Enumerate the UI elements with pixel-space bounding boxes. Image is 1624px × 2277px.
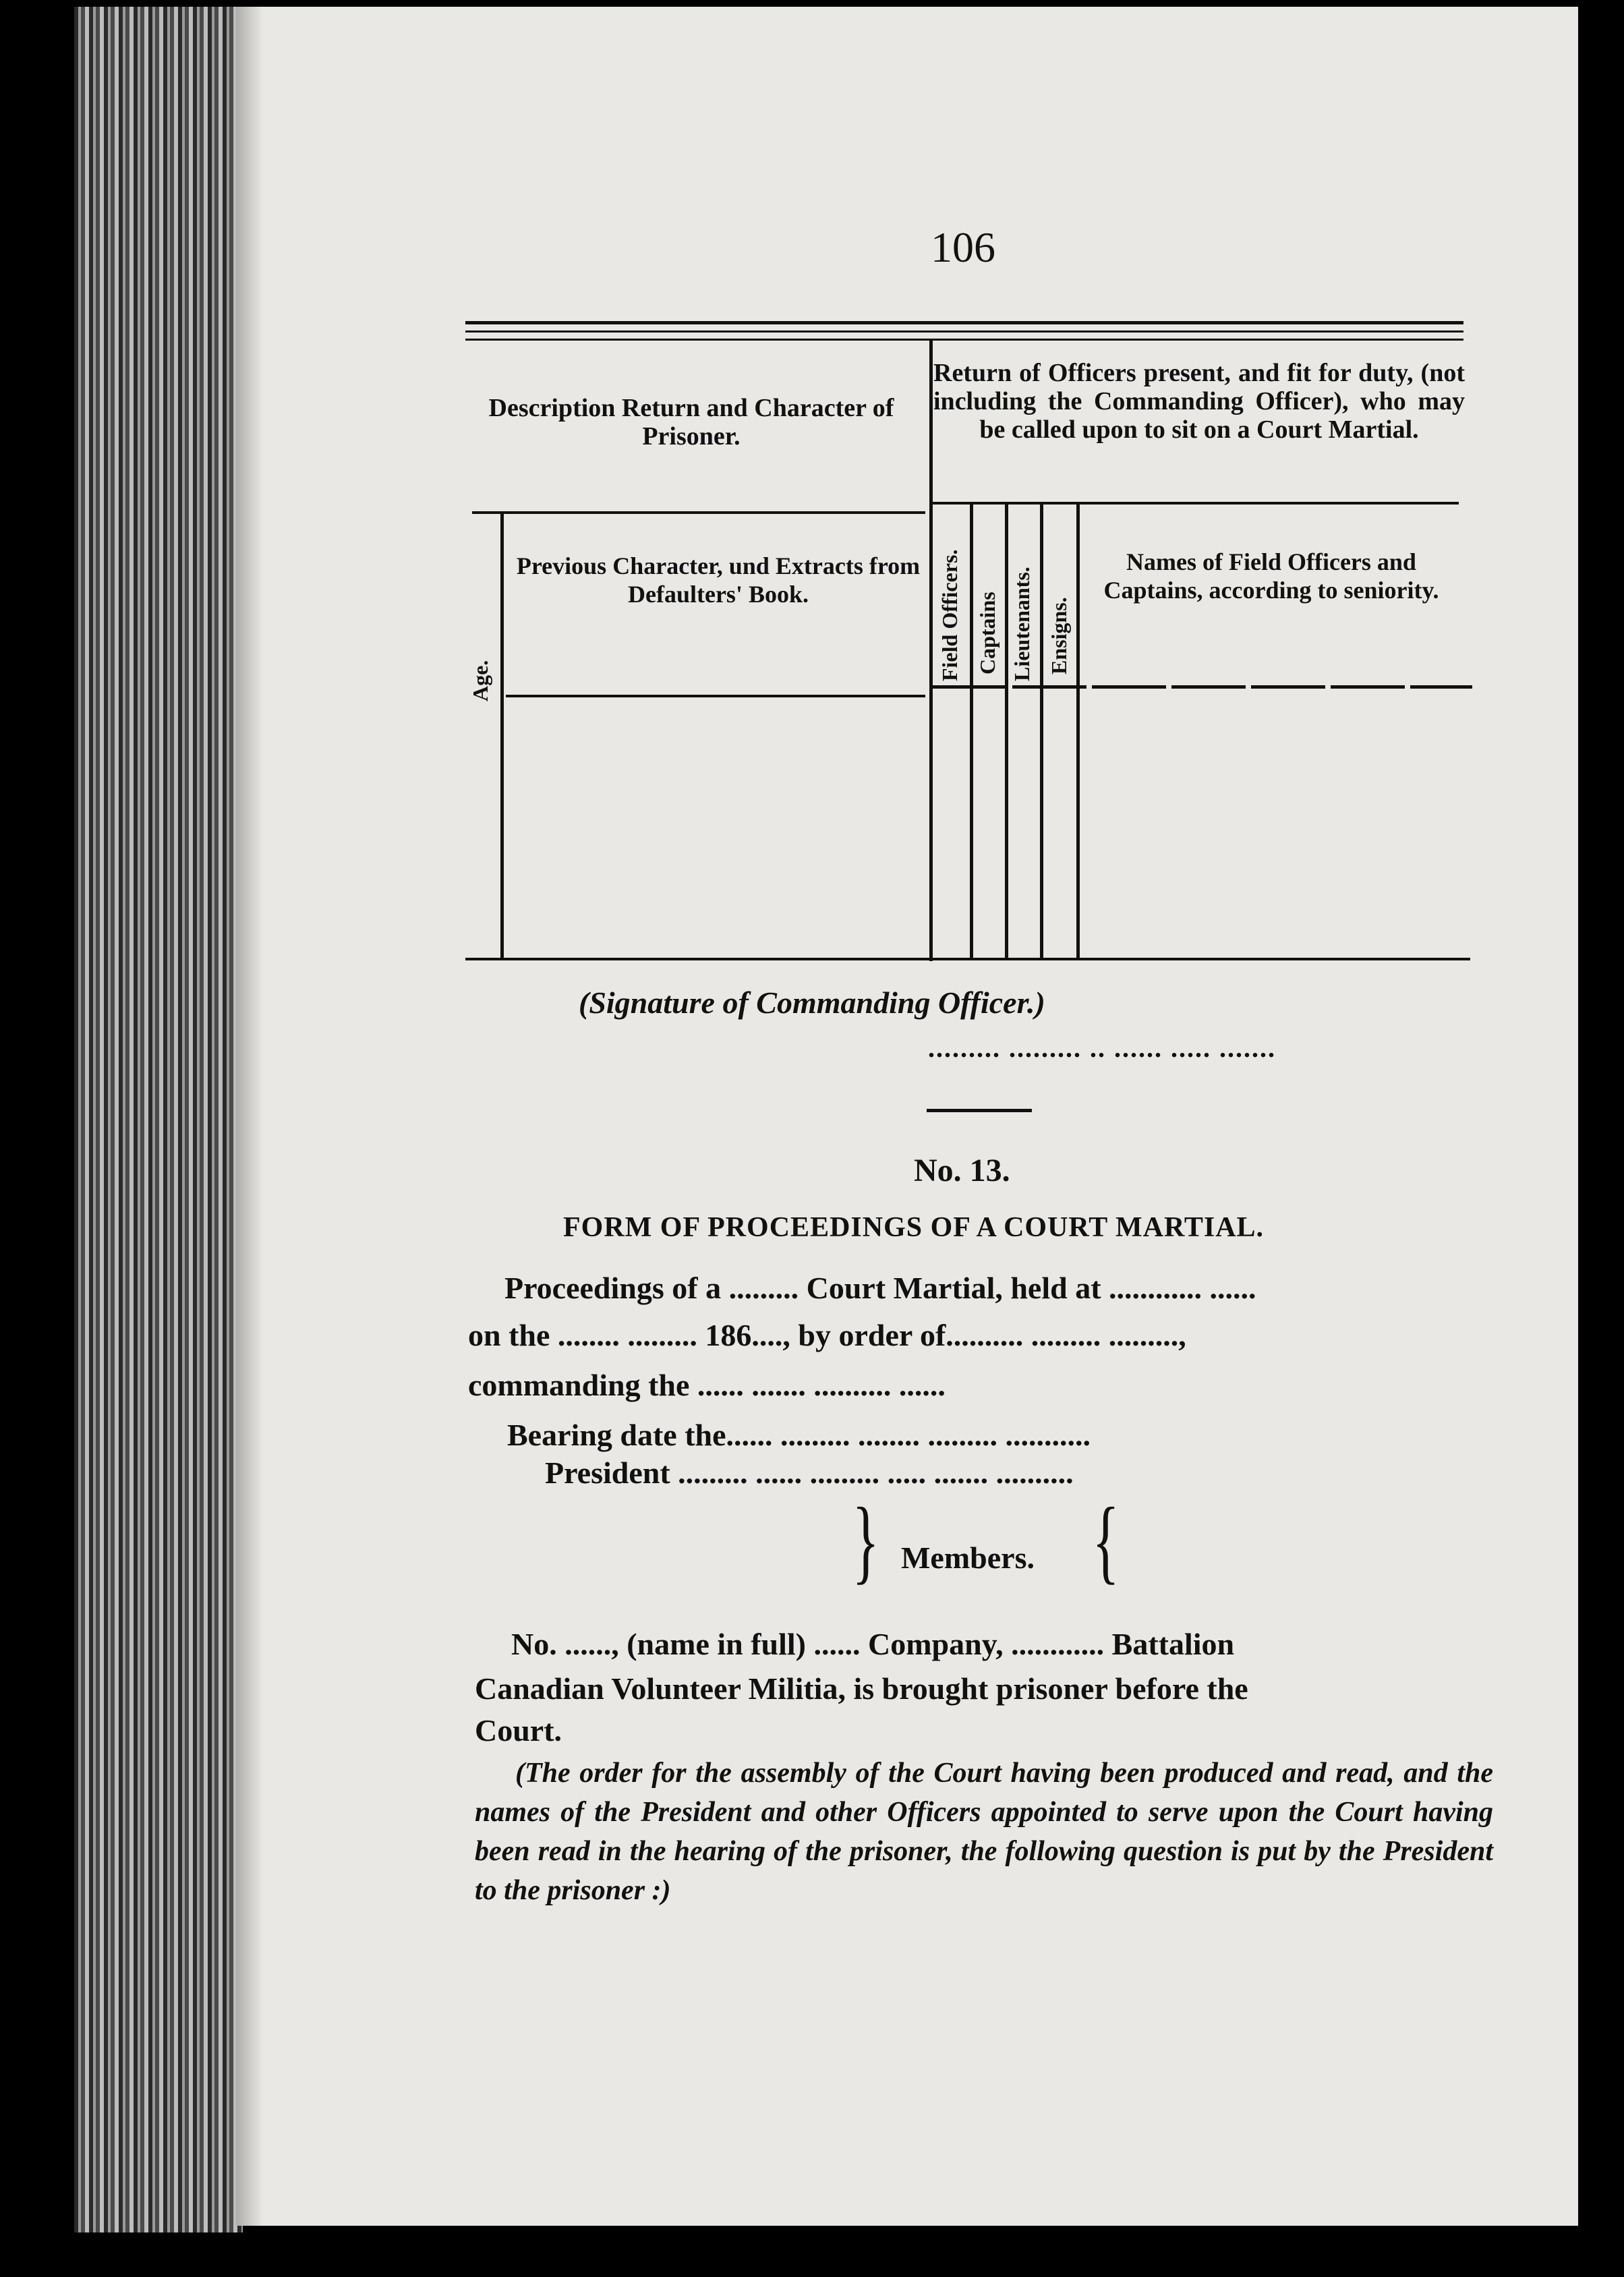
captains-divider [1005, 505, 1008, 959]
age-col-divider [500, 514, 504, 959]
prisoner-line-3: Court. [475, 1713, 562, 1748]
field-officers-divider [970, 505, 973, 959]
right-header-rule [933, 502, 1459, 505]
prisoner-line-1: No. ......, (name in full) ...... Company, ............ Battalion [511, 1627, 1235, 1661]
instruction-paragraph: (The order for the assembly of the Court having been produced and read, and the names of the President and other Officers appointed to serve upon the Court having been read in the hearing of the prisoner, the following question is put by the President to the prisoner :) [475, 1758, 1493, 1906]
signature-label: (Signature of Commanding Officer.) [579, 985, 1045, 1020]
president-line: President ......... ...... ......... ..... ....... .......... [545, 1455, 1074, 1490]
signature-line: ......... ......... .. ...... ..... ....... [928, 1033, 1276, 1063]
col-age: Age. [468, 660, 492, 701]
table-bottom-rule [465, 958, 1470, 960]
proceedings-line: Proceedings of a ......... Court Martial, held at ............ ...... [504, 1271, 1256, 1305]
left-header-rule [472, 511, 925, 514]
col-field-officers: Field Officers. [937, 549, 962, 681]
page-number: 106 [931, 223, 995, 271]
col-lieutenants: Lieutenants. [1010, 567, 1034, 681]
scan-border [1578, 0, 1624, 2277]
page-gutter-shadow [236, 7, 263, 2226]
form-number: No. 13. [914, 1153, 1010, 1188]
table-top-rule-3 [465, 339, 1463, 341]
commanding-line: commanding the ...... ....... .......... ...... [468, 1368, 946, 1402]
left-heading: Description Return and Character of Prisoner. [488, 394, 894, 451]
right-brace: { [1092, 1489, 1120, 1593]
col-captains: Captains [975, 592, 999, 674]
section-divider [927, 1109, 1032, 1112]
book-page-stack [74, 7, 243, 2232]
table-top-rule [465, 321, 1463, 324]
left-brace: } [852, 1489, 879, 1593]
left-sub-rule [506, 695, 925, 697]
right-sub-rule [933, 685, 1472, 689]
table-top-rule-2 [465, 330, 1463, 333]
col-previous-character: Previous Character, und Extracts from Defaulters' Book. [516, 552, 921, 608]
prisoner-line-2: Canadian Volunteer Militia, is brought prisoner before the [475, 1671, 1248, 1706]
form-title: FORM OF PROCEEDINGS OF A COURT MARTIAL. [563, 1212, 1265, 1243]
bearing-date-line: Bearing date the...... ......... ........ ......... ........... [507, 1418, 1091, 1452]
members-label: Members. [901, 1540, 1035, 1575]
right-heading: Return of Officers present, and fit for duty, (not including the Commanding Officer), who may be called upon to sit on a Court Martial. [933, 359, 1465, 444]
date-order-line: on the ........ ......... 186...., by order of.......... ......... ........., [468, 1318, 1186, 1352]
lieutenants-divider [1040, 505, 1043, 959]
col-ensigns: Ensigns. [1047, 597, 1071, 674]
col-names: Names of Field Officers and Captains, according to seniority. [1103, 548, 1439, 604]
